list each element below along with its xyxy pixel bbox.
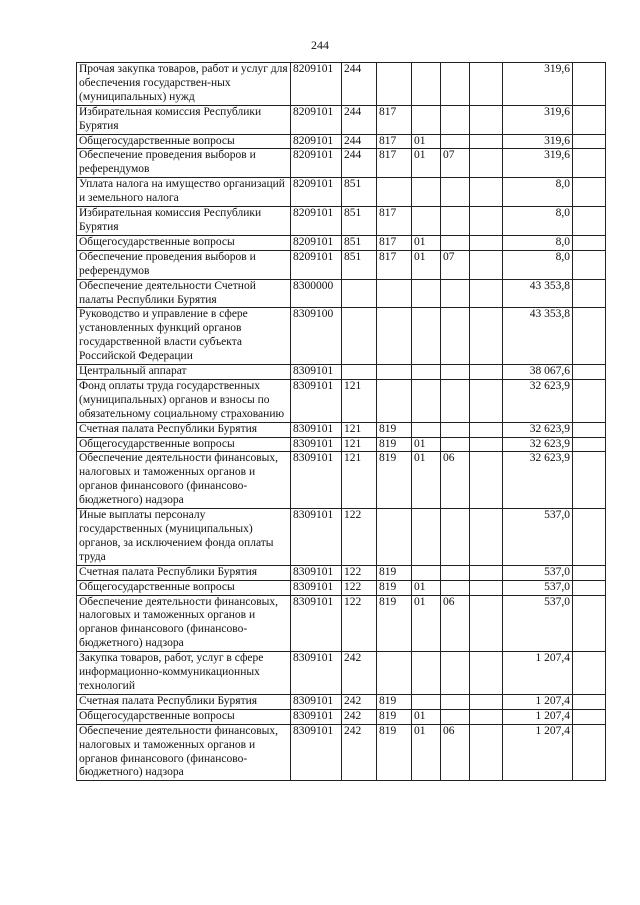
cell-amount: 8,0 (503, 250, 573, 279)
cell-name: Обеспечение деятельности финансовых, налоговых и таможенных органов и органов финансового (финансово-бюджетного) надзора (77, 595, 291, 652)
cell-section (412, 379, 441, 422)
cell-administrator: 817 (377, 105, 412, 134)
table-row (77, 724, 606, 781)
cell-expense-type: 244 (342, 149, 377, 178)
cell-section (412, 509, 441, 566)
cell-section: 01 (412, 580, 441, 595)
cell-expense-type: 244 (342, 134, 377, 149)
cell-expense-type: 851 (342, 207, 377, 236)
cell-empty (573, 724, 606, 781)
cell-empty (470, 565, 503, 580)
cell-expense-type: 244 (342, 105, 377, 134)
cell-amount: 319,6 (503, 134, 573, 149)
cell-target-article: 8309101 (291, 565, 342, 580)
cell-empty (470, 694, 503, 709)
table-row (77, 509, 606, 566)
cell-subsection (441, 365, 470, 380)
cell-name: Прочая закупка товаров, работ и услуг для обеспечения государствен-ных (муниципальных) нужд (77, 63, 291, 106)
cell-subsection: 07 (441, 250, 470, 279)
cell-name: Счетная палата Республики Бурятия (77, 422, 291, 437)
table-row (77, 422, 606, 437)
cell-administrator: 819 (377, 724, 412, 781)
cell-section: 01 (412, 452, 441, 509)
cell-section (412, 105, 441, 134)
cell-administrator: 819 (377, 709, 412, 724)
cell-administrator: 817 (377, 235, 412, 250)
cell-name: Счетная палата Республики Бурятия (77, 694, 291, 709)
cell-amount: 319,6 (503, 149, 573, 178)
cell-empty (470, 178, 503, 207)
cell-section: 01 (412, 235, 441, 250)
cell-name: Общегосударственные вопросы (77, 709, 291, 724)
cell-target-article: 8309101 (291, 379, 342, 422)
cell-empty (573, 149, 606, 178)
cell-subsection (441, 235, 470, 250)
cell-name: Обеспечение деятельности финансовых, налоговых и таможенных органов и органов финансового (финансово-бюджетного) надзора (77, 724, 291, 781)
cell-empty (573, 207, 606, 236)
cell-name: Счетная палата Республики Бурятия (77, 565, 291, 580)
cell-name: Центральный аппарат (77, 365, 291, 380)
table-body (77, 63, 606, 781)
cell-empty (470, 134, 503, 149)
cell-empty (470, 709, 503, 724)
cell-target-article: 8209101 (291, 178, 342, 207)
cell-name: Обеспечение проведения выборов и референдумов (77, 149, 291, 178)
cell-administrator: 817 (377, 149, 412, 178)
cell-section: 01 (412, 149, 441, 178)
cell-amount: 8,0 (503, 207, 573, 236)
cell-empty (470, 724, 503, 781)
cell-subsection (441, 652, 470, 695)
cell-expense-type: 122 (342, 565, 377, 580)
cell-empty (573, 422, 606, 437)
cell-empty (470, 308, 503, 365)
cell-administrator (377, 365, 412, 380)
cell-subsection: 06 (441, 724, 470, 781)
cell-name: Обеспечение проведения выборов и референдумов (77, 250, 291, 279)
cell-target-article: 8309101 (291, 709, 342, 724)
cell-empty (573, 709, 606, 724)
cell-target-article: 8309101 (291, 652, 342, 695)
cell-administrator (377, 509, 412, 566)
cell-name: Руководство и управление в сфере установленных функций органов государственной власти субъекта Российской Федерации (77, 308, 291, 365)
cell-section (412, 279, 441, 308)
cell-section (412, 207, 441, 236)
cell-administrator (377, 652, 412, 695)
table-row (77, 250, 606, 279)
cell-empty (470, 235, 503, 250)
cell-expense-type: 851 (342, 235, 377, 250)
table-row (77, 105, 606, 134)
cell-name: Избирательная комиссия Республики Бурятия (77, 207, 291, 236)
cell-administrator (377, 279, 412, 308)
table-row (77, 279, 606, 308)
table-row (77, 565, 606, 580)
cell-subsection: 06 (441, 452, 470, 509)
cell-section (412, 308, 441, 365)
cell-section (412, 63, 441, 106)
cell-empty (573, 279, 606, 308)
cell-administrator: 819 (377, 452, 412, 509)
cell-subsection (441, 379, 470, 422)
table-row (77, 63, 606, 106)
cell-subsection (441, 279, 470, 308)
page-number: 244 (311, 38, 329, 52)
cell-target-article: 8309101 (291, 437, 342, 452)
cell-subsection (441, 694, 470, 709)
cell-expense-type: 121 (342, 422, 377, 437)
cell-expense-type: 851 (342, 250, 377, 279)
cell-amount: 32 623,9 (503, 379, 573, 422)
cell-expense-type: 122 (342, 580, 377, 595)
cell-administrator: 819 (377, 694, 412, 709)
cell-empty (470, 379, 503, 422)
cell-target-article: 8309101 (291, 509, 342, 566)
cell-empty (573, 580, 606, 595)
cell-expense-type: 122 (342, 509, 377, 566)
table-row (77, 207, 606, 236)
cell-amount: 8,0 (503, 178, 573, 207)
cell-amount: 537,0 (503, 580, 573, 595)
cell-subsection (441, 422, 470, 437)
cell-expense-type: 242 (342, 652, 377, 695)
cell-amount: 537,0 (503, 509, 573, 566)
cell-subsection (441, 63, 470, 106)
cell-expense-type (342, 279, 377, 308)
cell-empty (573, 308, 606, 365)
cell-administrator (377, 178, 412, 207)
cell-name: Фонд оплаты труда государственных (муниципальных) органов и взносы по обязательному социальному страхованию (77, 379, 291, 422)
cell-empty (573, 437, 606, 452)
cell-amount: 43 353,8 (503, 279, 573, 308)
cell-empty (470, 149, 503, 178)
cell-administrator (377, 308, 412, 365)
cell-amount: 32 623,9 (503, 422, 573, 437)
table-row (77, 709, 606, 724)
cell-empty (470, 422, 503, 437)
cell-target-article: 8309101 (291, 694, 342, 709)
cell-target-article: 8309101 (291, 365, 342, 380)
cell-amount: 319,6 (503, 63, 573, 106)
cell-empty (470, 509, 503, 566)
cell-target-article: 8209101 (291, 63, 342, 106)
cell-target-article: 8209101 (291, 134, 342, 149)
cell-section: 01 (412, 724, 441, 781)
cell-target-article: 8309101 (291, 724, 342, 781)
cell-name: Закупка товаров, работ, услуг в сфере информационно-коммуникационных технологий (77, 652, 291, 695)
cell-section (412, 652, 441, 695)
cell-target-article: 8209101 (291, 207, 342, 236)
cell-name: Иные выплаты персоналу государственных (муниципальных) органов, за исключением фонда оплаты труда (77, 509, 291, 566)
cell-expense-type: 122 (342, 595, 377, 652)
cell-empty (470, 279, 503, 308)
cell-section (412, 694, 441, 709)
cell-target-article: 8309101 (291, 580, 342, 595)
cell-name: Избирательная комиссия Республики Бурятия (77, 105, 291, 134)
cell-section: 01 (412, 437, 441, 452)
cell-administrator: 819 (377, 580, 412, 595)
cell-empty (470, 207, 503, 236)
cell-amount: 537,0 (503, 595, 573, 652)
cell-amount: 32 623,9 (503, 452, 573, 509)
cell-section (412, 365, 441, 380)
cell-empty (573, 595, 606, 652)
budget-table (76, 62, 606, 781)
cell-section (412, 422, 441, 437)
cell-amount: 38 067,6 (503, 365, 573, 380)
cell-expense-type: 242 (342, 724, 377, 781)
cell-expense-type: 242 (342, 694, 377, 709)
cell-target-article: 8209101 (291, 105, 342, 134)
cell-subsection (441, 437, 470, 452)
cell-empty (470, 250, 503, 279)
cell-subsection (441, 105, 470, 134)
cell-empty (573, 509, 606, 566)
cell-administrator: 819 (377, 565, 412, 580)
cell-empty (470, 652, 503, 695)
cell-empty (573, 365, 606, 380)
cell-administrator: 817 (377, 250, 412, 279)
cell-subsection: 06 (441, 595, 470, 652)
cell-empty (470, 105, 503, 134)
cell-subsection (441, 134, 470, 149)
cell-administrator (377, 379, 412, 422)
cell-expense-type (342, 308, 377, 365)
cell-empty (470, 63, 503, 106)
cell-expense-type: 121 (342, 379, 377, 422)
cell-administrator: 817 (377, 134, 412, 149)
cell-target-article: 8209101 (291, 250, 342, 279)
cell-empty (470, 437, 503, 452)
cell-expense-type (342, 365, 377, 380)
cell-empty (573, 565, 606, 580)
cell-empty (573, 652, 606, 695)
cell-name: Обеспечение деятельности финансовых, налоговых и таможенных органов и органов финансового (финансово-бюджетного) надзора (77, 452, 291, 509)
cell-target-article: 8309101 (291, 452, 342, 509)
table-row (77, 452, 606, 509)
table-row (77, 178, 606, 207)
cell-empty (470, 595, 503, 652)
cell-subsection (441, 580, 470, 595)
cell-expense-type: 242 (342, 709, 377, 724)
table-row (77, 595, 606, 652)
cell-amount: 319,6 (503, 105, 573, 134)
cell-subsection (441, 178, 470, 207)
table-row (77, 379, 606, 422)
cell-subsection (441, 509, 470, 566)
cell-administrator: 819 (377, 422, 412, 437)
cell-subsection (441, 207, 470, 236)
cell-amount: 1 207,4 (503, 709, 573, 724)
table-row (77, 694, 606, 709)
cell-target-article: 8309101 (291, 422, 342, 437)
cell-empty (573, 452, 606, 509)
cell-empty (470, 365, 503, 380)
table-row (77, 580, 606, 595)
cell-administrator: 819 (377, 595, 412, 652)
cell-name: Общегосударственные вопросы (77, 235, 291, 250)
table-row (77, 308, 606, 365)
cell-expense-type: 121 (342, 452, 377, 509)
table-row (77, 652, 606, 695)
cell-amount: 1 207,4 (503, 652, 573, 695)
cell-target-article: 8209101 (291, 149, 342, 178)
table-row (77, 134, 606, 149)
cell-administrator: 819 (377, 437, 412, 452)
table-row (77, 437, 606, 452)
cell-administrator (377, 63, 412, 106)
cell-target-article: 8309101 (291, 595, 342, 652)
cell-amount: 537,0 (503, 565, 573, 580)
cell-section (412, 565, 441, 580)
table-row (77, 365, 606, 380)
cell-name: Общегосударственные вопросы (77, 134, 291, 149)
cell-empty (573, 250, 606, 279)
cell-empty (470, 452, 503, 509)
cell-section (412, 178, 441, 207)
cell-amount: 1 207,4 (503, 694, 573, 709)
cell-section: 01 (412, 134, 441, 149)
cell-name: Уплата налога на имущество организаций и земельного налога (77, 178, 291, 207)
cell-subsection: 07 (441, 149, 470, 178)
cell-amount: 1 207,4 (503, 724, 573, 781)
cell-expense-type: 851 (342, 178, 377, 207)
cell-section: 01 (412, 709, 441, 724)
cell-subsection (441, 308, 470, 365)
cell-subsection (441, 709, 470, 724)
cell-amount: 43 353,8 (503, 308, 573, 365)
cell-subsection (441, 565, 470, 580)
cell-empty (573, 694, 606, 709)
cell-section: 01 (412, 250, 441, 279)
cell-section: 01 (412, 595, 441, 652)
cell-target-article: 8300000 (291, 279, 342, 308)
cell-administrator: 817 (377, 207, 412, 236)
table-row (77, 235, 606, 250)
cell-empty (573, 178, 606, 207)
cell-empty (470, 580, 503, 595)
cell-name: Общегосударственные вопросы (77, 437, 291, 452)
cell-expense-type: 244 (342, 63, 377, 106)
cell-empty (573, 105, 606, 134)
cell-target-article: 8209101 (291, 235, 342, 250)
cell-expense-type: 121 (342, 437, 377, 452)
cell-name: Обеспечение деятельности Счетной палаты Республики Бурятия (77, 279, 291, 308)
cell-amount: 32 623,9 (503, 437, 573, 452)
cell-empty (573, 379, 606, 422)
table-row (77, 149, 606, 178)
cell-amount: 8,0 (503, 235, 573, 250)
cell-name: Общегосударственные вопросы (77, 580, 291, 595)
cell-target-article: 8309100 (291, 308, 342, 365)
cell-empty (573, 63, 606, 106)
cell-empty (573, 134, 606, 149)
cell-empty (573, 235, 606, 250)
